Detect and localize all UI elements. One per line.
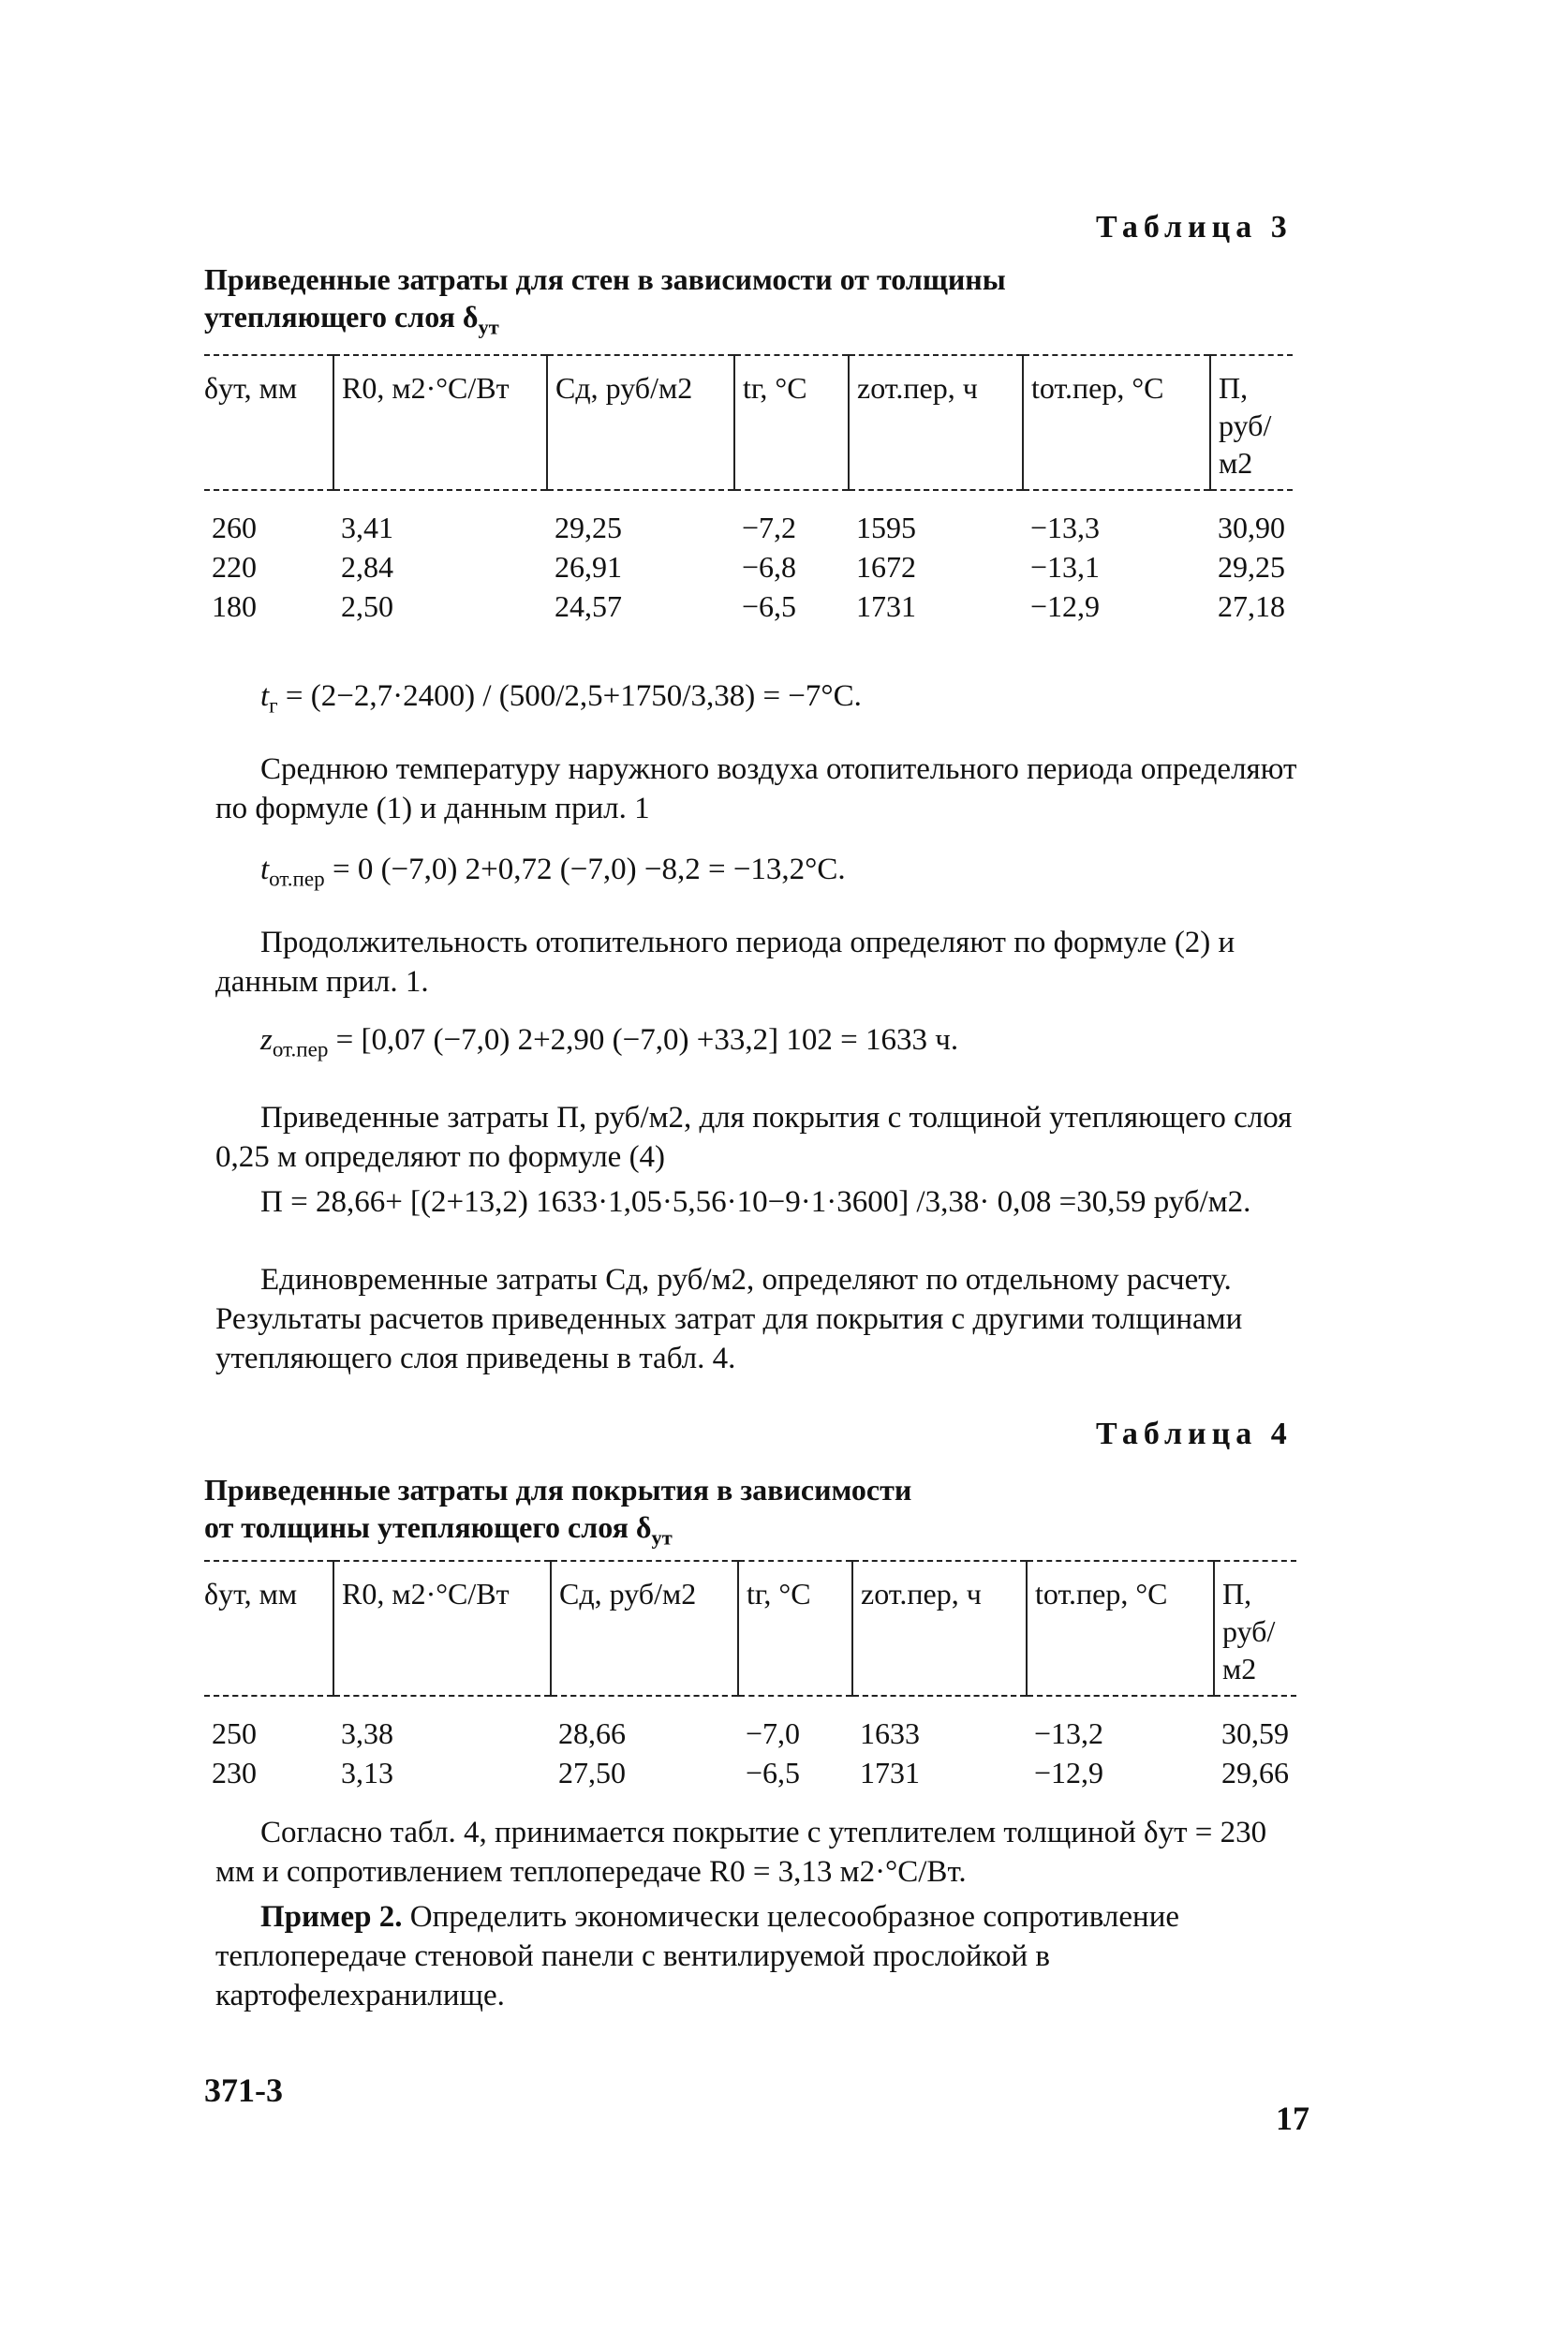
- cell: 250: [212, 1716, 257, 1750]
- table4-col-temp-g: tг, °С: [738, 1561, 852, 1696]
- formula-tg: $t_г = (2-2,7\cdot 2400) / (500/2,5+1750/3,38) = -7^\circ С$.: [260, 679, 862, 718]
- example-2-title: Пример 2.: [260, 1900, 403, 1934]
- table3-col-resistance: R0, м2·°С/Вт: [333, 355, 547, 490]
- cell: 2,84: [341, 550, 393, 584]
- table3-caption: [204, 260, 1141, 346]
- cell: 24,57: [555, 589, 622, 623]
- cell: 1595: [856, 511, 916, 544]
- cell: 28,66: [558, 1716, 626, 1750]
- table4-col-onetime-cost: Сд, руб/м2: [551, 1561, 738, 1696]
- cell: 1731: [856, 589, 916, 623]
- page-number: 17: [1276, 2100, 1309, 2137]
- cell: 3,41: [341, 511, 393, 544]
- cell: −12,9: [1030, 589, 1101, 623]
- paragraph-mean-temperature: Среднюю температуру наружного воздуха отопительного периода определяют по формуле (1) и данным прил. 1: [215, 752, 1297, 825]
- table3-col-duration: zот.пер, ч: [849, 355, 1023, 490]
- table4-header-row: [204, 1561, 1296, 1696]
- cell: 27,18: [1218, 589, 1285, 623]
- example-2: [215, 1897, 1311, 2015]
- paragraph-reduced-costs: Приведенные затраты П, руб/м2, для покрытия с толщиной утепляющего слоя 0,25 м определяют по формуле (4): [215, 1101, 1293, 1174]
- table-row: [204, 1753, 1296, 1792]
- cell: −6,8: [742, 550, 797, 584]
- formula-p: П = 28,66+ [(2+13,2) 1633·1,05·5,56·10−9·1·3600] /3,38· 0,08 =30,59 руб/м2.: [260, 1185, 1251, 1219]
- cell: 29,66: [1221, 1756, 1289, 1789]
- example-2-text: Определить экономически целесообразное сопротивление теплопередаче стеновой панели с вентилируемой прослойкой в картофелехранилище.: [215, 1900, 1180, 2012]
- table3-col-temp-period: tот.пер, °С: [1023, 355, 1210, 490]
- cell: 3,13: [341, 1756, 393, 1789]
- cell: −12,9: [1034, 1756, 1104, 1789]
- cell: −6,5: [742, 589, 797, 623]
- cell: 30,59: [1221, 1716, 1289, 1750]
- table3-col-onetime-cost: Сд, руб/м2: [547, 355, 734, 490]
- table-row: [204, 1696, 1296, 1753]
- table3-header-row: [204, 355, 1293, 490]
- table4-col-thickness: δут, мм: [204, 1561, 333, 1696]
- table3: [204, 354, 1293, 626]
- table4-col-resistance: R0, м2·°С/Вт: [333, 1561, 551, 1696]
- table3-label: Таблица 3: [1096, 210, 1293, 245]
- cell: 220: [212, 550, 257, 584]
- table3-col-total-cost: П, руб/м2: [1210, 355, 1293, 490]
- paragraph-conclusion: Согласно табл. 4, принимается покрытие с утеплителем толщиной δут = 230 мм и сопротивлением теплопередаче R0 = 3,13 м2·°С/Вт.: [215, 1816, 1267, 1889]
- paragraph-duration: Продолжительность отопительного периода определяют по формуле (2) и данным прил. 1.: [215, 926, 1235, 999]
- cell: 1672: [856, 550, 916, 584]
- cell: −13,3: [1030, 511, 1101, 544]
- cell: 27,50: [558, 1756, 626, 1789]
- cell: −6,5: [746, 1756, 801, 1789]
- cell: −7,0: [746, 1716, 801, 1750]
- table-row: [204, 586, 1293, 626]
- table3-col-thickness: δут, мм: [204, 355, 333, 490]
- table4-caption-line2: от толщины утепляющего слоя $\delta_{ут}$: [204, 1510, 673, 1550]
- cell: −13,2: [1034, 1716, 1104, 1750]
- cell: 180: [212, 589, 257, 623]
- cell: −13,1: [1030, 550, 1101, 584]
- cell: 30,90: [1218, 511, 1285, 544]
- table3-col-temp-g: tг, °С: [734, 355, 849, 490]
- table-row: [204, 490, 1293, 547]
- cell: 3,38: [341, 1716, 393, 1750]
- table3-caption-line1: Приведенные затраты для стен в зависимости от толщины: [204, 262, 1006, 296]
- cell: 29,25: [1218, 550, 1285, 584]
- table3-caption-line2: утепляющего слоя $\delta_{ут}$: [204, 300, 499, 339]
- cell: 230: [212, 1756, 257, 1789]
- cell: 1633: [860, 1716, 920, 1750]
- table4-caption: [204, 1471, 1141, 1556]
- cell: 29,25: [555, 511, 622, 544]
- table4-label: Таблица 4: [1096, 1417, 1293, 1451]
- formula-z-ot-per: $z_{от.пер} = [0,07$ (−7,0) 2+2,90 (−7,0) +33,2] 102 = 1633 ч.: [260, 1023, 959, 1062]
- paragraph-onetime-costs: Единовременные затраты Сд, руб/м2, определяют по отдельному расчету. Результаты расчетов приведенных затрат для покрытия с другими толщинами утепляющего слоя приведены в табл. 4.: [215, 1263, 1243, 1375]
- formula-tot-per: $t_{от.пер} = 0$ (−7,0) 2+0,72 (−7,0) −8,2 = −13,2°С.: [260, 853, 846, 891]
- table4-col-duration: zот.пер, ч: [852, 1561, 1027, 1696]
- document-code: 371-3: [204, 2071, 283, 2109]
- table4-col-temp-period: tот.пер, °С: [1027, 1561, 1214, 1696]
- cell: −7,2: [742, 511, 797, 544]
- cell: 260: [212, 511, 257, 544]
- table4-caption-line1: Приведенные затраты для покрытия в зависимости: [204, 1473, 912, 1507]
- cell: 2,50: [341, 589, 393, 623]
- cell: 1731: [860, 1756, 920, 1789]
- table4-col-total-cost: П, руб/м2: [1214, 1561, 1296, 1696]
- table4: [204, 1560, 1296, 1792]
- cell: 26,91: [555, 550, 622, 584]
- table-row: [204, 547, 1293, 586]
